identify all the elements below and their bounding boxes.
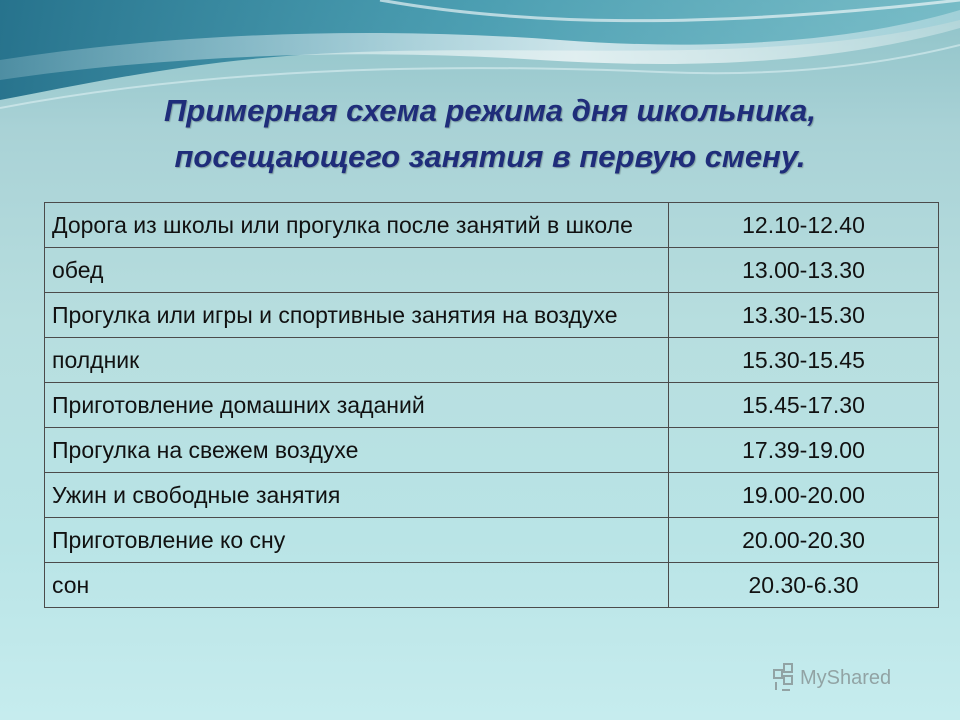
slide-title [60,88,920,180]
activity-cell: Ужин и свободные занятия [45,473,669,518]
activity-cell: обед [45,248,669,293]
time-cell: 15.45-17.30 [669,383,939,428]
time-cell: 15.30-15.45 [669,338,939,383]
time-cell: 20.30-6.30 [669,563,939,608]
table-row [45,248,939,293]
watermark-text: MyShared [800,667,892,689]
activity-cell: Дорога из школы или прогулка после занятий в школе [45,203,669,248]
activity-cell: Прогулка или игры и спортивные занятия на воздухе [45,293,669,338]
table-row [45,428,939,473]
title-line-1: Примерная схема режима дня школьника, [163,93,816,128]
activity-cell: сон [45,563,669,608]
table-row [45,203,939,248]
time-cell: 19.00-20.00 [669,473,939,518]
watermark-logo [770,656,930,696]
activity-cell: Прогулка на свежем воздухе [45,428,669,473]
table-row [45,563,939,608]
title-line-2: посещающего занятия в первую смену. [174,139,806,174]
activity-cell: полдник [45,338,669,383]
table-row [45,338,939,383]
table-row [45,293,939,338]
time-cell: 12.10-12.40 [669,203,939,248]
time-cell: 20.00-20.30 [669,518,939,563]
activity-cell: Приготовление ко сну [45,518,669,563]
table-row [45,383,939,428]
activity-cell: Приготовление домашних заданий [45,383,669,428]
table-row [45,473,939,518]
watermark-icon [774,664,792,690]
time-cell: 13.00-13.30 [669,248,939,293]
time-cell: 13.30-15.30 [669,293,939,338]
time-cell: 17.39-19.00 [669,428,939,473]
schedule-table [44,202,939,608]
table-row [45,518,939,563]
